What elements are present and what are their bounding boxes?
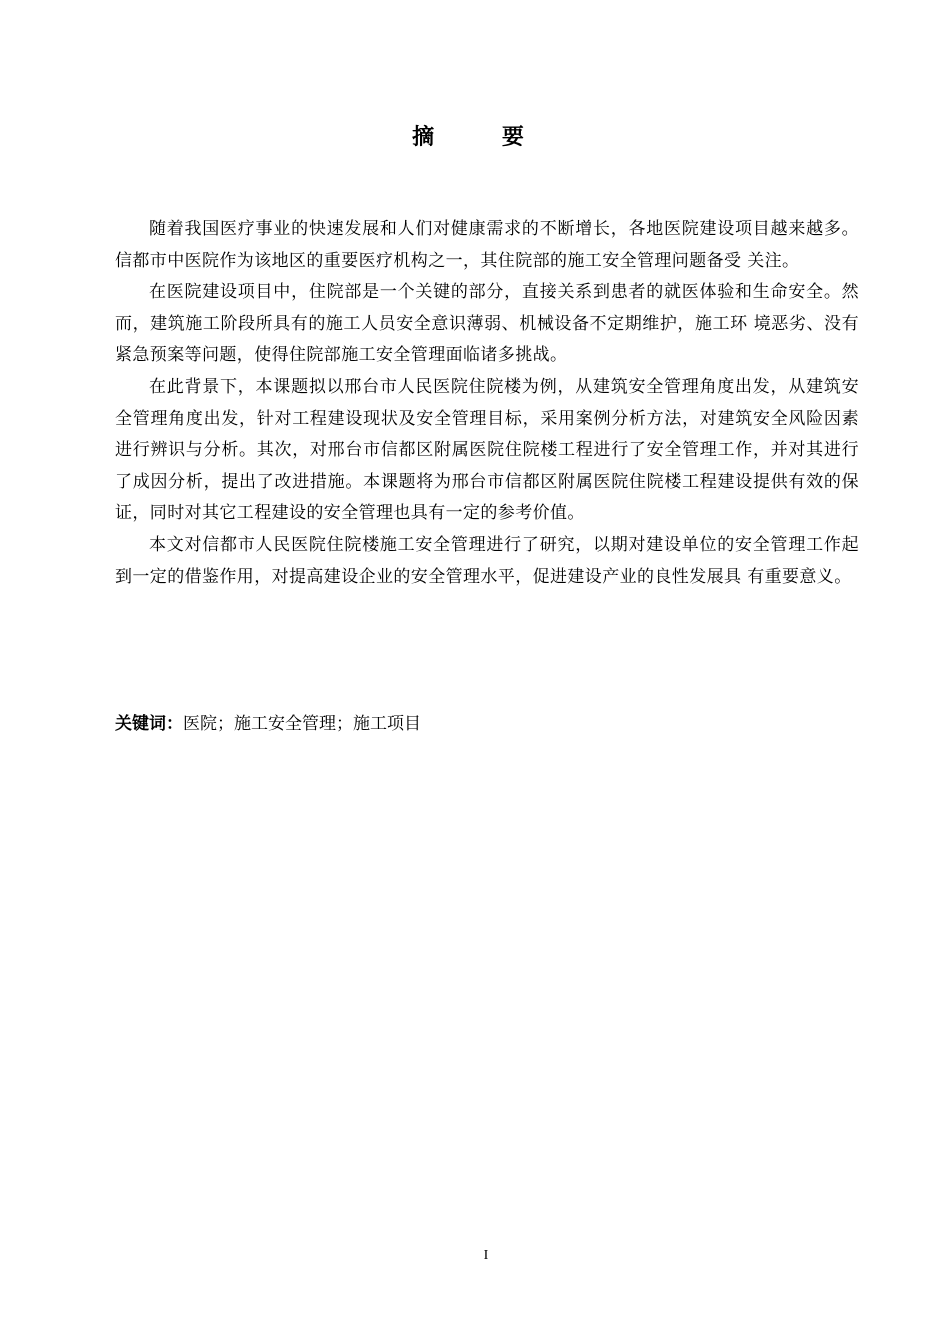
abstract-paragraph-3: 在此背景下，本课题拟以邢台市人民医院住院楼为例，从建筑安全管理角度出发，从建筑安全管理角度出发，针对工程建设现状及安全管理目标，采用案例分析方法，对建筑安全风险因素进行辨识与分析。其次，对邢台市信都区附属医院住院楼工程进行了安全管理工作，并对其进行了成因分析，提出了改进措施。本课题将为邢台市信都区附属医院住院楼工程建设提供有效的保证，同时对其它工程建设的安全管理也具有一定的参考价值。 — [115, 376, 859, 524]
abstract-paragraph-4: 本文对信都市人民医院住院楼施工安全管理进行了研究，以期对建设单位的安全管理工作起到一定的借鉴作用，对提高建设企业的安全管理水平，促进建设产业的良性发展具 有重要意义。 — [115, 534, 859, 587]
keywords-value: 医院；施工安全管理；施工项目 — [183, 714, 421, 734]
page-title: 摘 要 — [412, 125, 554, 150]
keywords-label: 关键词： — [115, 714, 183, 734]
abstract-body — [115, 214, 859, 593]
abstract-paragraph-2: 在医院建设项目中，住院部是一个关键的部分，直接关系到患者的就医体验和生命安全。然而，建筑施工阶段所具有的施工人员安全意识薄弱、机械设备不定期维护，施工环 境恶劣、没有紧急预案等问题，使得住院部施工安全管理面临诸多挑战。 — [115, 282, 859, 366]
keywords-line — [115, 709, 421, 740]
page-number: I — [483, 1248, 489, 1263]
abstract-paragraph-1: 随着我国医疗事业的快速发展和人们对健康需求的不断增长，各地医院建设项目越来越多。信都市中医院作为该地区的重要医疗机构之一，其住院部的施工安全管理问题备受 关注。 — [115, 219, 859, 271]
